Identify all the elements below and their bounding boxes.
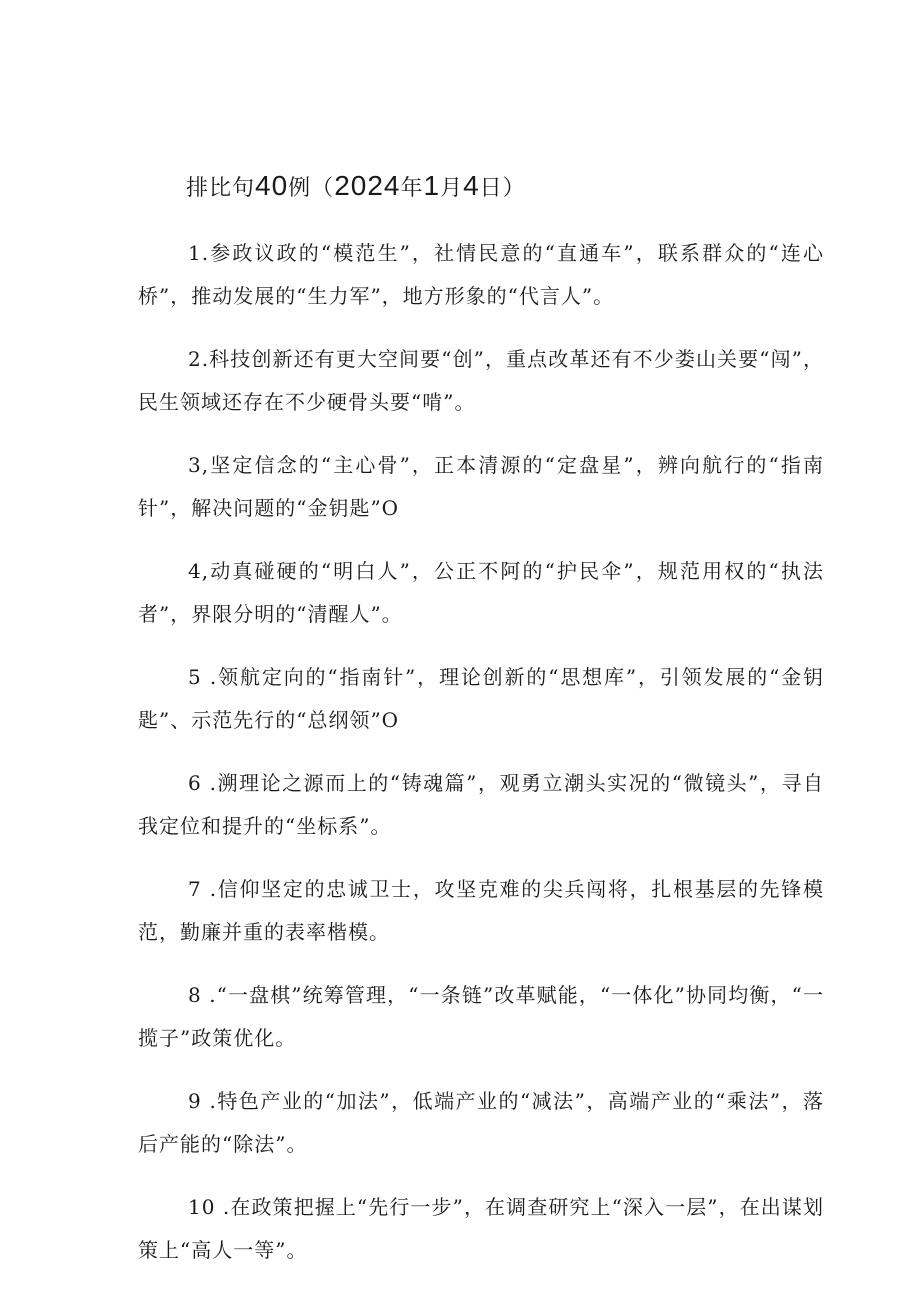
list-item: 7 .信仰坚定的忠诚卫士，攻坚克难的尖兵闯将，扎根基层的先锋模范，勤廉并重的表率楷模。 (138, 877, 824, 944)
list-item: 9 .特色产业的“加法”，低端产业的“减法”，高端产业的“乘法”，落后产能的“除法”。 (138, 1089, 824, 1156)
title-day: 4 (463, 170, 480, 201)
list-item: 2.科技创新还有更大空间要“创”，重点改革还有不少娄山关要“闯”，民生领域还存在不少硬骨头要“啃”。 (138, 347, 824, 414)
list-item: 3,坚定信念的“主心骨”，正本清源的“定盘星”，辨向航行的“指南针”，解决问题的“金钥匙”O (138, 453, 824, 520)
title-year-unit: 年 (400, 176, 424, 201)
title-count: 40 (255, 170, 289, 201)
list-item: 4,动真碰硬的“明白人”，公正不阿的“护民伞”，规范用权的“执法者”，界限分明的“清醒人”。 (138, 559, 824, 626)
title-prefix: 排比句 (186, 176, 256, 201)
sentence-list (138, 212, 824, 1280)
title-month: 1 (423, 170, 441, 201)
list-item: 6 .溯理论之源而上的“铸魂篇”，观勇立潮头实况的“微镜头”，寻自我定位和提升的“坐标系”。 (138, 771, 824, 838)
document-title (186, 166, 526, 209)
title-month-unit: 月 (440, 176, 464, 201)
title-year: 2024 (334, 170, 401, 201)
list-item: 8 .“一盘棋”统筹管理，“一条链”改革赋能，“一体化”协同均衡，“一揽子”政策优化。 (138, 983, 824, 1050)
title-mid: 例（ (288, 176, 335, 201)
list-item: 5 .领航定向的“指南针”，理论创新的“思想库”，引领发展的“金钥匙”、示范先行的“总纲领”O (138, 665, 824, 732)
list-item: 1.参政议政的“模范生”，社情民意的“直通车”，联系群众的“连心桥”，推动发展的“生力军”，地方形象的“代言人”。 (138, 241, 824, 308)
title-day-unit: 日） (479, 176, 526, 201)
list-item: 10 .在政策把握上“先行一步”，在调查研究上“深入一层”，在出谋划策上“高人一等”。 (138, 1195, 824, 1262)
